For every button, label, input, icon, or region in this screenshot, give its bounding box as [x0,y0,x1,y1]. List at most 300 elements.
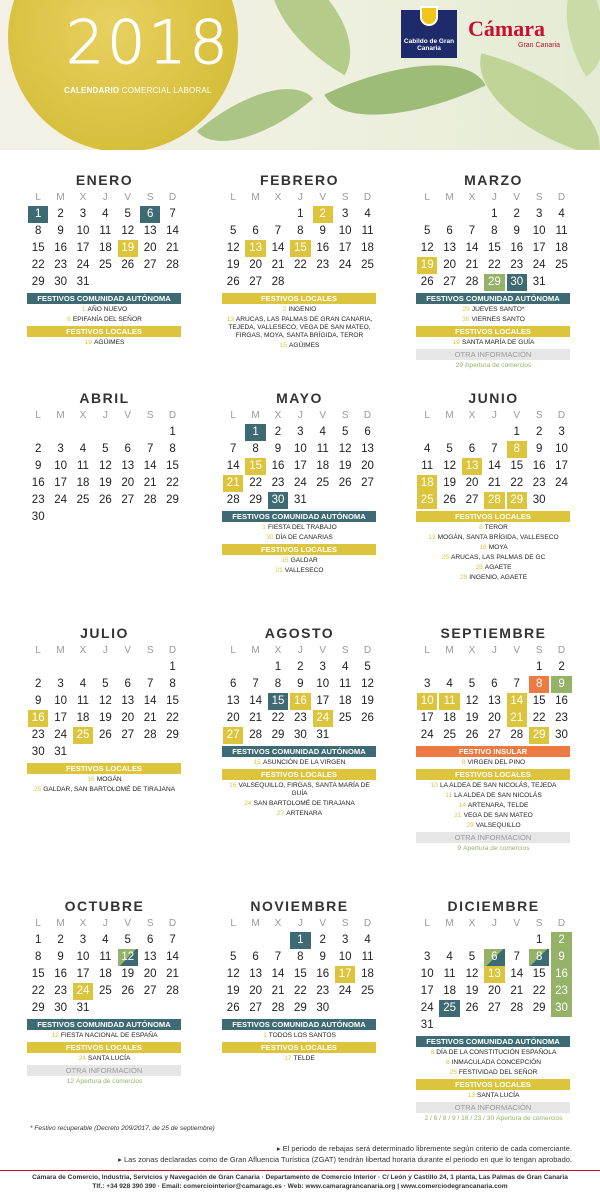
day-cell: 8 [169,443,176,455]
section-header: FESTIVOS LOCALES [27,326,181,337]
day-cell: 22 [31,985,45,997]
month-9 [27,898,182,1088]
day-cell: 24 [293,477,307,489]
day-cell: 28 [271,276,285,288]
day-cell: 17 [532,242,546,254]
day-cell: 20 [121,477,135,489]
day-cell: 30 [31,746,45,758]
day-cell: 10 [76,225,90,237]
day-cell: 25 [439,1000,459,1017]
empty-cell [462,206,482,223]
day-cell: 19 [98,477,112,489]
day-cell: 15 [166,695,179,707]
day-cell: 18 [361,968,374,980]
calendar-label: CALENDARIO COMERCIAL LABORAL [64,86,212,95]
day-cell: 18 [316,460,330,472]
holiday-day: 13 [467,1092,475,1099]
holiday-text: SANTA LUCÍA [87,1055,131,1062]
day-cell: 15 [532,968,546,980]
holiday-day: 28 [475,564,483,571]
weekday-header: M [251,192,260,203]
day-cell: 22 [31,259,45,271]
day-cell: 21 [510,985,524,997]
day-cell: 26 [361,712,374,724]
day-cell: 23 [555,712,568,724]
section-header: FESTIVOS COMUNIDAD AUTÓNOMA [416,293,570,304]
holiday-text: VIRGEN DEL PINO [467,759,526,766]
holiday-day: 29 [459,574,468,581]
day-cell: 7 [491,443,498,455]
day-cell: 16 [551,966,571,983]
day-grid [27,643,182,761]
day-cell: 20 [143,242,157,254]
day-cell: 13 [487,695,501,707]
day-cell: 12 [338,443,352,455]
day-cell: 30 [54,276,67,288]
holiday-day: 21 [454,812,462,819]
day-cell: 21 [487,477,501,489]
weekday-header: D [557,645,566,656]
day-cell: 26 [121,985,135,997]
day-grid [27,190,182,291]
weekday-header: M [56,645,65,656]
day-cell: 3 [423,951,431,963]
day-cell: 7 [146,678,154,690]
day-cell: 13 [462,458,482,475]
weekday-header: M [251,410,260,421]
day-cell: 27 [249,276,262,288]
day-cell: 2 [313,206,333,223]
day-cell: 19 [98,712,112,724]
holiday-item [416,1059,571,1067]
day-cell: 11 [443,968,456,980]
day-cell: 8 [491,225,498,237]
day-cell: 4 [558,208,565,220]
weekday-header: S [341,645,349,656]
holiday-text: VALSEQUILLO [475,822,521,829]
day-cell: 20 [465,477,479,489]
holiday-item [222,810,377,818]
holiday-text: TODOS LOS SANTOS [268,1032,336,1039]
day-grid [27,916,182,1017]
day-cell: 30 [293,729,307,741]
day-cell: 23 [54,259,67,271]
holiday-text: MOGÁN, SANTA BRÍGIDA, VALLESECO [437,534,559,541]
day-cell: 13 [245,240,265,257]
crest-icon [420,6,438,26]
day-cell: 24 [420,729,434,741]
day-cell: 10 [555,443,568,455]
day-cell: 20 [443,259,456,271]
holiday-section [27,1065,182,1086]
holiday-day: 19 [452,339,460,346]
day-cell: 4 [423,443,431,455]
empty-cell [118,659,138,676]
holiday-text: AGÜIMES [288,342,320,349]
weekday-header: L [230,645,236,656]
month-name: JUNIO [468,390,519,406]
day-cell: 24 [54,494,67,506]
note-line: ▸ Las zonas declaradas como de Gran Afluencia Turística (ZGAT) tendrán libertad horaria durante el periodo en que lo tengan aprobado. [118,1155,572,1164]
day-cell: 20 [487,712,501,724]
day-cell: 27 [223,727,243,744]
day-cell: 5 [468,951,476,963]
day-cell: 2 [57,208,64,220]
weekday-header: J [297,192,303,203]
day-cell: 3 [319,661,326,673]
day-cell: 6 [364,426,371,438]
day-cell: 16 [316,968,330,980]
leaf-decoration [541,0,600,76]
holiday-day: 8 [479,524,483,531]
day-cell: 6 [146,934,154,946]
weekday-header: D [557,192,566,203]
day-cell: 13 [226,695,240,707]
weekday-header: X [274,410,282,421]
day-cell: 11 [99,951,112,963]
holiday-section [222,544,377,575]
weekday-header: X [79,645,87,656]
holiday-section [416,326,571,347]
day-cell: 9 [319,225,326,237]
empty-cell [73,424,93,441]
day-grid [416,643,571,744]
weekday-header: J [491,410,497,421]
weekday-header: S [341,410,349,421]
day-cell: 23 [551,983,571,1000]
holiday-day: 29 [462,306,470,313]
empty-cell [417,659,437,676]
day-cell: 27 [443,276,456,288]
day-cell: 17 [54,712,67,724]
day-cell: 4 [79,678,87,690]
day-cell: 28 [510,729,524,741]
day-cell: 18 [443,985,456,997]
day-cell: 21 [271,259,285,271]
holiday-text: TELDE [293,1055,315,1062]
holiday-item [222,342,377,350]
day-cell: 3 [79,208,87,220]
day-cell: 15 [245,458,265,475]
day-cell: 19 [465,712,479,724]
weekday-header: L [424,192,430,203]
month-5 [416,390,571,584]
day-cell: 14 [271,242,285,254]
empty-cell [268,932,288,949]
day-cell: 10 [54,460,67,472]
holiday-section [416,1079,571,1100]
day-cell: 25 [361,985,374,997]
holiday-text: AGAETE [484,564,512,571]
day-cell: 15 [166,460,179,472]
empty-cell [462,424,482,441]
day-cell: 17 [316,695,330,707]
day-cell: 24 [338,259,352,271]
day-cell: 20 [487,985,501,997]
weekday-header: X [79,410,87,421]
holiday-text: MOYA [488,544,508,551]
weekday-header: V [513,645,521,656]
holiday-item [222,1032,377,1040]
footnote: * Festivo recuperable (Decreto 209/2017, de 25 de septiembre) [30,1125,215,1132]
empty-cell [462,659,482,676]
holiday-item [416,574,571,582]
day-cell: 16 [28,710,48,727]
note-line: ▸ El periodo de rebajas será determinado libremente según criterio de cada comerciante. [276,1144,572,1153]
day-cell: 10 [338,951,352,963]
day-cell: 21 [143,712,157,724]
weekday-header: S [146,645,154,656]
holiday-section [416,769,571,830]
weekday-header: L [35,410,41,421]
holiday-item [27,306,182,314]
day-cell: 7 [169,208,176,220]
day-cell: 18 [361,242,374,254]
day-grid [222,190,377,291]
weekday-header: J [491,645,497,656]
section-header: FESTIVOS LOCALES [222,293,376,304]
month-3 [27,390,182,526]
month-name: OCTUBRE [64,898,145,914]
day-cell: 7 [146,443,154,455]
day-cell: 4 [364,934,371,946]
weekday-header: X [468,645,476,656]
day-cell: 7 [513,951,520,963]
holiday-item [416,554,571,562]
holiday-item [222,316,377,340]
day-cell: 9 [34,460,42,472]
holiday-item [222,306,377,314]
holiday-item [27,776,182,784]
holiday-item [416,564,571,572]
day-cell: 6 [124,443,131,455]
day-cell: 17 [338,242,352,254]
day-cell: 12 [226,242,240,254]
day-cell: 11 [439,693,459,710]
holiday-text: ARUCAS, LAS PALMAS DE GC [450,554,546,561]
holiday-day: 1 [262,524,266,531]
day-cell: 26 [98,729,112,741]
day-cell: 23 [31,494,45,506]
day-cell: 15 [31,968,45,980]
holiday-day: 24 [78,1055,86,1062]
weekday-header: V [319,410,327,421]
day-cell: 31 [420,1019,434,1031]
holiday-day: 1 [81,306,86,313]
day-cell: 31 [316,729,330,741]
day-cell: 16 [54,242,67,254]
day-cell: 28 [143,494,157,506]
day-cell: 27 [121,729,135,741]
holiday-item [27,316,182,324]
holiday-day: 1 [263,1032,267,1039]
day-cell: 4 [364,208,371,220]
holiday-text: MOGÁN [96,776,122,783]
day-cell: 9 [34,695,42,707]
empty-cell [439,932,459,949]
day-cell: 19 [361,695,374,707]
day-cell: 23 [271,477,285,489]
leaf-decoration [241,0,380,75]
empty-cell [484,932,504,949]
day-cell: 13 [249,968,262,980]
day-cell: 22 [271,712,285,724]
weekday-header: S [535,645,543,656]
day-cell: 9 [535,443,543,455]
day-cell: 30 [268,492,288,509]
day-cell: 29 [293,1002,307,1014]
footer-divider [0,1170,600,1171]
day-cell: 3 [57,678,64,690]
holiday-item [416,524,571,532]
weekday-header: V [513,410,521,421]
day-cell: 13 [121,695,135,707]
empty-cell [140,424,160,441]
month-name: MARZO [464,172,523,188]
day-cell: 14 [143,695,157,707]
holiday-item [416,782,571,790]
holiday-section [27,1042,182,1063]
day-cell: 18 [417,475,437,492]
weekday-header: M [56,192,65,203]
day-cell: 25 [338,712,352,724]
day-cell: 7 [252,678,259,690]
day-cell: 14 [510,968,524,980]
day-cell: 7 [274,225,282,237]
day-cell: 20 [249,985,262,997]
day-grid [416,190,571,291]
day-cell: 13 [143,225,157,237]
day-cell: 20 [121,712,135,724]
empty-cell [462,932,482,949]
holiday-item [222,567,377,575]
day-cell: 17 [335,966,355,983]
month-name: SEPTIEMBRE [440,625,547,641]
weekday-header: S [535,918,543,929]
day-cell: 23 [293,712,307,724]
weekday-header: D [168,410,177,421]
empty-cell [118,424,138,441]
day-cell: 28 [166,985,179,997]
day-cell: 21 [271,985,285,997]
holiday-day: 2 [282,306,287,313]
weekday-header: M [445,645,454,656]
section-header: FESTIVOS COMUNIDAD AUTÓNOMA [416,1036,570,1047]
day-cell: 24 [313,710,333,727]
day-cell: 2 [34,678,42,690]
day-cell: 2 [558,661,565,673]
weekday-header: S [535,410,543,421]
day-cell: 23 [54,985,67,997]
day-cell: 12 [226,968,240,980]
day-cell: 24 [338,985,352,997]
holiday-day: 17 [284,1055,292,1062]
holiday-item [416,1049,571,1057]
day-cell: 27 [249,1002,262,1014]
empty-cell [223,659,243,676]
day-cell: 16 [510,242,524,254]
day-cell: 2 [319,934,326,946]
day-cell: 24 [532,259,546,271]
holiday-text: Apertura de comercios [465,362,532,369]
weekday-header: D [363,918,372,929]
holiday-day: 8 [445,1059,450,1066]
weekday-header: M [445,410,454,421]
section-header: FESTIVOS LOCALES [416,511,570,522]
day-cell: 15 [290,240,310,257]
day-cell: 2 [535,426,543,438]
day-cell: 5 [468,678,476,690]
day-cell: 24 [420,1002,434,1014]
holiday-text: LA ALDEA DE SAN NICOLÁS, TEJEDA [439,782,557,789]
weekday-header: M [251,645,260,656]
empty-cell [95,424,115,441]
holiday-section [27,293,182,324]
day-cell: 18 [76,477,90,489]
day-cell: 25 [76,494,90,506]
day-cell: 28 [143,729,157,741]
day-cell: 3 [57,443,64,455]
section-header: OTRA INFORMACIÓN [416,832,570,843]
weekday-header: J [491,192,497,203]
holiday-section [416,349,571,370]
day-cell: 25 [555,259,568,271]
day-cell: 21 [465,259,479,271]
weekday-header: V [513,918,521,929]
day-cell: 1 [169,426,176,438]
weekday-header: M [445,192,454,203]
day-cell: 18 [76,712,90,724]
holiday-day: 24 [244,800,252,807]
holiday-section [416,293,571,324]
weekday-header: L [230,918,236,929]
day-cell: 6 [252,225,259,237]
day-cell: 31 [532,276,546,288]
holiday-day: 13 [428,534,436,541]
holiday-text: AGÜIMES [93,339,125,346]
holiday-text: SAN BARTOLOMÉ DE TIRAJANA [253,800,355,807]
holiday-day: 25 [441,554,449,561]
month-0 [27,172,182,349]
empty-cell [507,932,527,949]
day-cell: 9 [551,676,571,693]
day-cell: 27 [487,729,501,741]
day-cell: 21 [166,968,179,980]
day-cell: 17 [54,477,67,489]
day-cell: 26 [443,494,456,506]
section-header: FESTIVOS LOCALES [27,763,181,774]
holiday-day: 9 [457,845,462,852]
day-cell: 19 [417,257,437,274]
month-name: NOVIEMBRE [250,898,349,914]
cabildo-logo: Cabildo de Gran Canaria [401,10,457,58]
month-name: MAYO [276,390,323,406]
day-cell: 14 [507,693,527,710]
day-cell: 12 [420,242,434,254]
day-cell: 4 [319,426,326,438]
holiday-section [222,511,377,542]
day-cell: 16 [316,242,330,254]
year-title: 2018 [66,8,231,78]
day-cell: 5 [102,443,109,455]
holiday-day: 15 [253,759,261,766]
holiday-day: 11 [445,792,453,799]
weekday-header: X [79,192,87,203]
weekday-header: D [363,410,372,421]
empty-cell [140,659,160,676]
holiday-day: 6 [67,316,71,323]
day-cell: 14 [166,951,179,963]
